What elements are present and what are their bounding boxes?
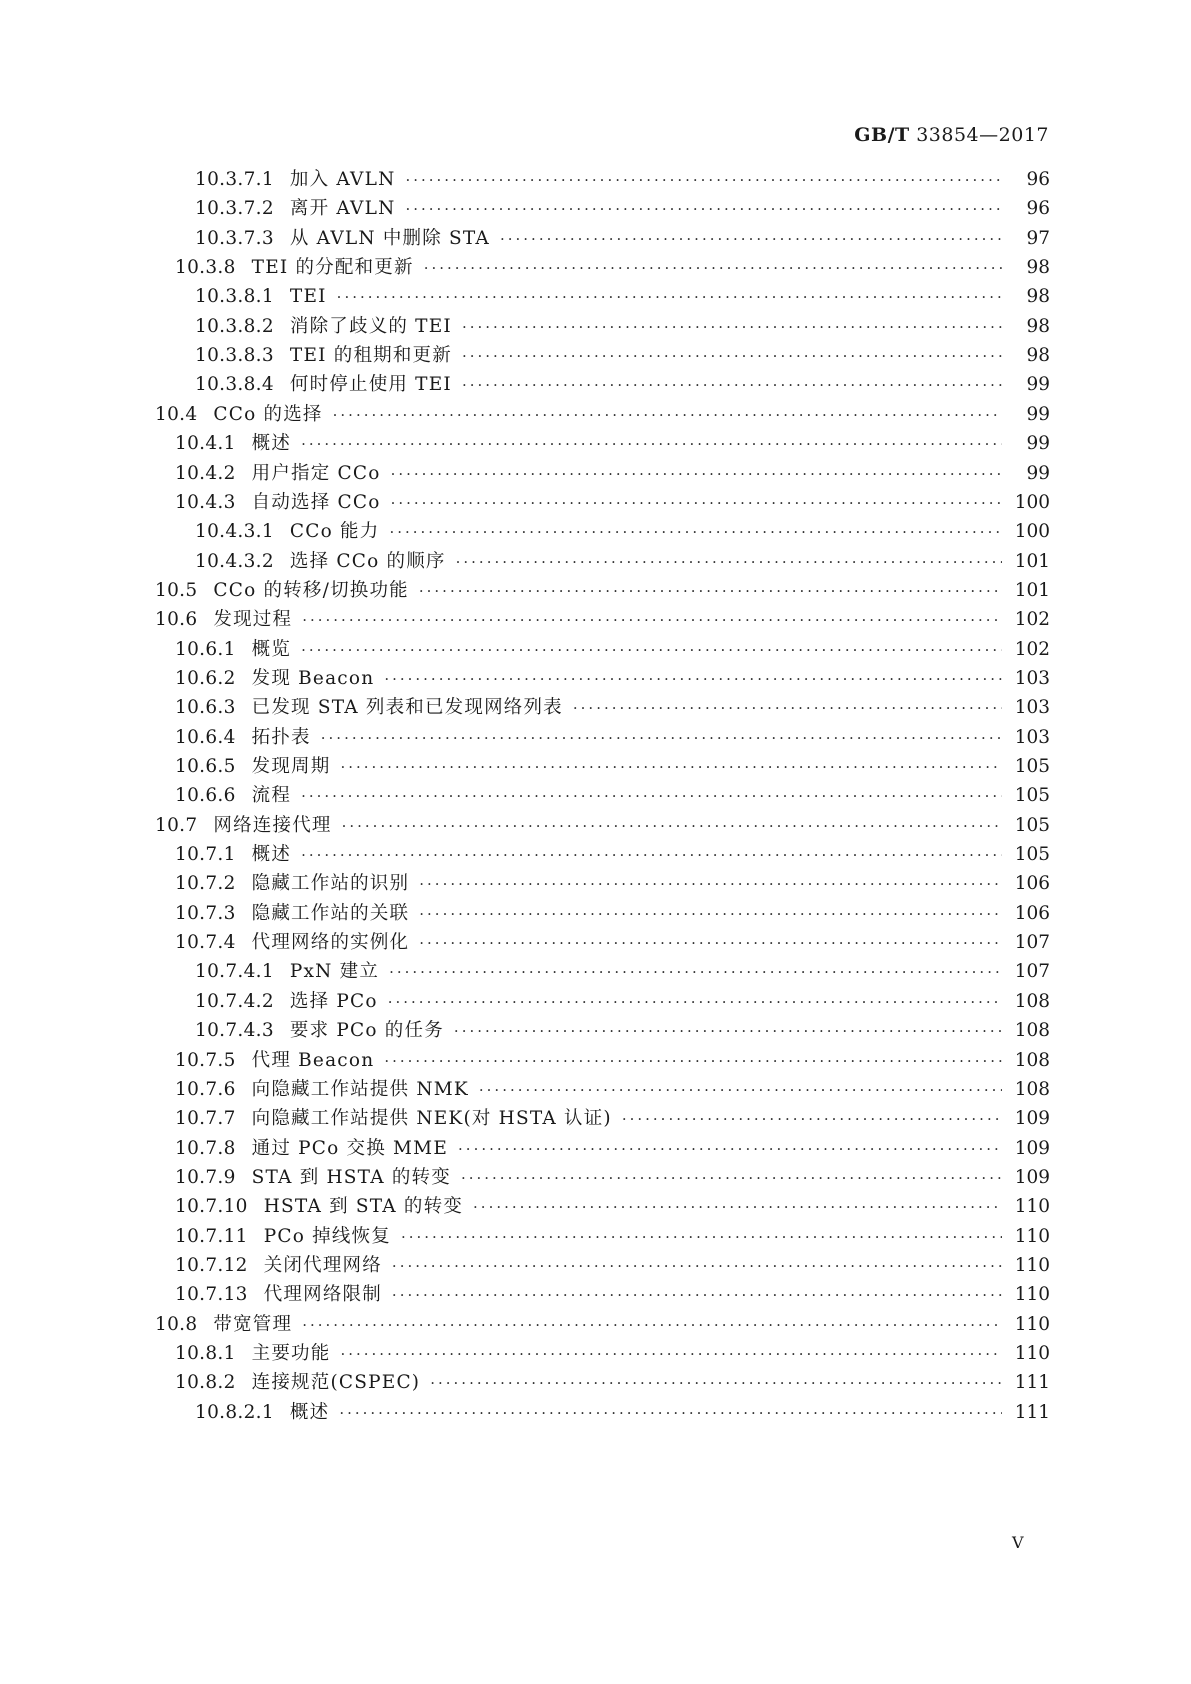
toc-entry-page: 98 — [1026, 257, 1050, 279]
toc-entry-title: 发现过程 — [213, 609, 293, 631]
toc-entry-title: CCo 的选择 — [213, 403, 323, 425]
toc-entry-number: 10.7.12 — [175, 1254, 248, 1276]
toc-entry-page: 108 — [1014, 1078, 1050, 1100]
toc-dot-leader — [419, 898, 1002, 930]
toc-dot-leader — [479, 1074, 1002, 1106]
toc-entry-number: 10.7.10 — [175, 1196, 248, 1218]
toc-entry-page: 110 — [1014, 1196, 1050, 1218]
toc-dot-leader — [388, 986, 1002, 1018]
toc-entry[interactable] — [0, 1397, 1191, 1429]
toc-entry-title: 隐藏工作站的识别 — [251, 873, 410, 895]
toc-entry[interactable] — [0, 428, 1191, 460]
toc-entry[interactable] — [0, 1221, 1191, 1253]
toc-dot-leader — [456, 546, 1002, 578]
toc-dot-leader — [405, 164, 1002, 196]
toc-entry-number: 10.4.1 — [175, 433, 236, 455]
toc-entry-title: 自动选择 CCo — [251, 491, 381, 513]
toc-entry[interactable] — [0, 487, 1191, 519]
toc-entry-page: 108 — [1014, 1049, 1050, 1071]
toc-entry-number: 10.4 — [155, 403, 198, 425]
toc-entry-number: 10.6 — [155, 609, 198, 631]
toc-entry[interactable] — [0, 810, 1191, 842]
toc-entry-title: 从 AVLN 中删除 STA — [289, 227, 490, 249]
toc-entry-title: PCo 掉线恢复 — [263, 1225, 391, 1247]
toc-entry[interactable] — [0, 1015, 1191, 1047]
toc-entry-title: 网络连接代理 — [213, 814, 332, 836]
toc-entry[interactable] — [0, 1367, 1191, 1399]
toc-entry-title: TEI — [289, 286, 327, 308]
toc-entry-number: 10.6.1 — [175, 638, 236, 660]
toc-entry-title: 概述 — [251, 844, 292, 866]
toc-dot-leader — [333, 399, 1002, 431]
toc-entry-title: 代理 Beacon — [251, 1049, 375, 1071]
toc-entry-page: 110 — [1014, 1225, 1050, 1247]
toc-entry-title: 选择 CCo 的顺序 — [289, 550, 446, 572]
toc-entry[interactable] — [0, 193, 1191, 225]
toc-entry-number: 10.6.4 — [175, 726, 236, 748]
toc-entry-number: 10.7.4.1 — [195, 961, 274, 983]
toc-entry-number: 10.3.7.3 — [195, 227, 274, 249]
toc-entry[interactable] — [0, 956, 1191, 988]
toc-entry-number: 10.7.1 — [175, 844, 236, 866]
toc-entry-number: 10.8.2 — [175, 1372, 236, 1394]
toc-entry-page: 109 — [1014, 1108, 1050, 1130]
toc-entry-page: 105 — [1014, 756, 1050, 777]
toc-entry[interactable] — [0, 223, 1191, 255]
toc-entry-number: 10.7.8 — [175, 1137, 236, 1159]
toc-entry-page: 105 — [1014, 785, 1050, 807]
toc-entry[interactable] — [0, 692, 1191, 724]
toc-dot-leader — [424, 252, 1002, 284]
toc-entry-number: 10.4.2 — [175, 462, 236, 484]
toc-entry[interactable] — [0, 575, 1191, 607]
toc-dot-leader — [339, 1397, 1002, 1429]
toc-dot-leader — [302, 604, 1002, 636]
toc-entry[interactable] — [0, 604, 1191, 636]
page-number-roman: V — [1012, 1533, 1024, 1552]
toc-entry-page: 99 — [1026, 403, 1050, 425]
toc-entry-number: 10.7.4.3 — [195, 1020, 274, 1042]
toc-entry-title: CCo 的转移/切换功能 — [213, 579, 409, 601]
toc-entry-title: CCo 能力 — [289, 521, 380, 543]
toc-entry-page: 105 — [1014, 814, 1050, 836]
toc-entry-title: 流程 — [251, 785, 292, 807]
toc-dot-leader — [458, 1133, 1002, 1165]
toc-entry-number: 10.6.3 — [175, 697, 236, 719]
toc-entry-number: 10.7.2 — [175, 873, 236, 895]
toc-entry-page: 101 — [1014, 579, 1050, 601]
toc-entry-title: 选择 PCo — [289, 990, 378, 1012]
toc-entry[interactable] — [0, 751, 1191, 783]
toc-entry[interactable] — [0, 898, 1191, 930]
toc-entry[interactable] — [0, 1309, 1191, 1341]
toc-dot-leader — [461, 1162, 1002, 1194]
toc-entry-page: 107 — [1014, 932, 1050, 954]
toc-dot-leader — [622, 1103, 1002, 1135]
toc-entry[interactable] — [0, 1191, 1191, 1223]
toc-entry-title: 连接规范(CSPEC) — [251, 1372, 421, 1394]
toc-dot-leader — [392, 1279, 1002, 1311]
toc-entry-page: 110 — [1014, 1313, 1050, 1335]
toc-entry-title: 何时停止使用 TEI — [289, 374, 452, 396]
toc-entry[interactable] — [0, 164, 1191, 196]
toc-entry-number: 10.4.3.2 — [195, 550, 274, 572]
toc-entry-number: 10.7.11 — [175, 1225, 248, 1247]
toc-entry-number: 10.8.2.1 — [195, 1401, 274, 1423]
toc-entry-title: 关闭代理网络 — [263, 1254, 382, 1276]
toc-entry-number: 10.6.2 — [175, 667, 236, 689]
toc-entry-title: 加入 AVLN — [289, 169, 396, 190]
toc-entry-page: 99 — [1026, 462, 1050, 484]
toc-entry[interactable] — [0, 868, 1191, 900]
toc-dot-leader — [405, 193, 1002, 225]
toc-entry-page: 109 — [1014, 1166, 1050, 1188]
toc-entry-page: 110 — [1014, 1343, 1050, 1364]
toc-entry-title: 主要功能 — [251, 1343, 331, 1364]
toc-entry[interactable] — [0, 1162, 1191, 1194]
toc-entry-page: 111 — [1014, 1401, 1050, 1423]
toc-dot-leader — [462, 311, 1002, 343]
toc-entry-page: 97 — [1026, 227, 1050, 249]
toc-entry-number: 10.3.8 — [175, 257, 236, 279]
toc-dot-leader — [389, 516, 1002, 548]
toc-entry-page: 96 — [1026, 169, 1050, 190]
document-header — [854, 124, 1049, 146]
toc-dot-leader — [384, 1045, 1002, 1077]
toc-entry-page: 110 — [1014, 1254, 1050, 1276]
toc-entry-page: 110 — [1014, 1284, 1050, 1306]
toc-entry-title: 消除了歧义的 TEI — [289, 315, 452, 337]
toc-entry[interactable] — [0, 663, 1191, 695]
toc-entry-page: 103 — [1014, 697, 1050, 719]
toc-dot-leader — [419, 868, 1002, 900]
toc-entry-title: 带宽管理 — [213, 1313, 293, 1335]
toc-entry-title: 发现 Beacon — [251, 667, 375, 689]
toc-entry[interactable] — [0, 399, 1191, 431]
toc-entry-title: 代理网络的实例化 — [251, 932, 410, 954]
toc-dot-leader — [401, 1221, 1002, 1253]
toc-dot-leader — [500, 223, 1002, 255]
toc-entry-title: 要求 PCo 的任务 — [289, 1020, 444, 1042]
toc-entry-title: 用户指定 CCo — [251, 462, 381, 484]
toc-entry-number: 10.3.8.2 — [195, 315, 274, 337]
toc-entry-page: 109 — [1014, 1137, 1050, 1159]
toc-entry-page: 98 — [1026, 345, 1050, 367]
toc-entry[interactable] — [0, 458, 1191, 490]
toc-entry-number: 10.8.1 — [175, 1343, 236, 1364]
toc-entry-title: 隐藏工作站的关联 — [251, 902, 410, 924]
toc-entry-number: 10.7.3 — [175, 902, 236, 924]
toc-entry[interactable] — [0, 281, 1191, 313]
toc-dot-leader — [340, 751, 1002, 783]
toc-dot-leader — [454, 1015, 1002, 1047]
toc-entry[interactable] — [0, 1338, 1191, 1370]
toc-entry-title: 向隐藏工作站提供 NEK(对 HSTA 认证) — [251, 1108, 612, 1130]
toc-entry[interactable] — [0, 252, 1191, 284]
toc-entry-page: 101 — [1014, 550, 1050, 572]
toc-entry-number: 10.7.5 — [175, 1049, 236, 1071]
toc-entry-title: 离开 AVLN — [289, 198, 396, 220]
toc-entry-title: 代理网络限制 — [263, 1284, 382, 1306]
toc-entry-page: 96 — [1026, 198, 1050, 220]
toc-entry-number: 10.7.4 — [175, 932, 236, 954]
toc-entry-title: HSTA 到 STA 的转变 — [263, 1196, 464, 1218]
toc-entry-page: 105 — [1014, 844, 1050, 866]
toc-entry-title: TEI 的分配和更新 — [251, 257, 414, 279]
toc-entry-number: 10.3.8.4 — [195, 374, 274, 396]
toc-entry[interactable] — [0, 780, 1191, 812]
toc-entry-title: 已发现 STA 列表和已发现网络列表 — [251, 697, 563, 719]
toc-entry-page: 102 — [1014, 609, 1050, 631]
toc-entry-number: 10.7.6 — [175, 1078, 236, 1100]
toc-dot-leader — [340, 1338, 1002, 1370]
toc-entry-page: 99 — [1026, 433, 1050, 455]
toc-entry-page: 106 — [1014, 873, 1050, 895]
toc-dot-leader — [391, 458, 1002, 490]
toc-entry[interactable] — [0, 516, 1191, 548]
toc-entry[interactable] — [0, 340, 1191, 372]
toc-entry-page: 102 — [1014, 638, 1050, 660]
toc-entry-page: 108 — [1014, 1020, 1050, 1042]
toc-entry-page: 99 — [1026, 374, 1050, 396]
toc-entry[interactable] — [0, 634, 1191, 666]
toc-dot-leader — [301, 634, 1002, 666]
toc-entry-title: 向隐藏工作站提供 NMK — [251, 1078, 469, 1100]
toc-dot-leader — [462, 340, 1002, 372]
toc-dot-leader — [321, 722, 1002, 754]
toc-dot-leader — [384, 663, 1002, 695]
toc-entry-title: 拓扑表 — [251, 726, 311, 748]
toc-dot-leader — [419, 927, 1002, 959]
toc-entry-page: 106 — [1014, 902, 1050, 924]
toc-entry[interactable] — [0, 839, 1191, 871]
toc-entry-title: 概述 — [251, 433, 292, 455]
toc-entry-title: 概览 — [251, 638, 292, 660]
toc-dot-leader — [337, 281, 1002, 313]
toc-entry-title: 发现周期 — [251, 756, 331, 777]
toc-dot-leader — [391, 487, 1002, 519]
toc-entry-title: STA 到 HSTA 的转变 — [251, 1166, 451, 1188]
toc-entry-number: 10.3.8.1 — [195, 286, 274, 308]
toc-entry-page: 98 — [1026, 315, 1050, 337]
toc-dot-leader — [301, 780, 1002, 812]
toc-entry-number: 10.7.7 — [175, 1108, 236, 1130]
toc-entry-page: 100 — [1014, 521, 1050, 543]
toc-entry-page: 98 — [1026, 286, 1050, 308]
toc-entry[interactable] — [0, 311, 1191, 343]
toc-entry-title: 概述 — [289, 1401, 330, 1423]
toc-entry-page: 103 — [1014, 726, 1050, 748]
toc-entry[interactable] — [0, 369, 1191, 401]
standard-number: 33854—2017 — [916, 124, 1049, 146]
toc-entry-number: 10.6.6 — [175, 785, 236, 807]
toc-dot-leader — [430, 1367, 1002, 1399]
toc-entry[interactable] — [0, 1250, 1191, 1282]
toc-entry-number: 10.8 — [155, 1313, 198, 1335]
toc-dot-leader — [302, 1309, 1002, 1341]
toc-entry-title: PxN 建立 — [289, 961, 380, 983]
toc-dot-leader — [389, 956, 1002, 988]
toc-entry-number: 10.3.7.1 — [195, 169, 274, 190]
toc-entry-number: 10.4.3.1 — [195, 521, 274, 543]
toc-entry[interactable] — [0, 1103, 1191, 1135]
toc-entry-page: 108 — [1014, 990, 1050, 1012]
toc-entry-title: 通过 PCo 交换 MME — [251, 1137, 449, 1159]
standard-prefix: GB/T — [854, 124, 910, 146]
toc-dot-leader — [473, 1191, 1002, 1223]
toc-entry-number: 10.4.3 — [175, 491, 236, 513]
toc-entry[interactable] — [0, 546, 1191, 578]
toc-dot-leader — [342, 810, 1002, 842]
toc-entry-number: 10.7.9 — [175, 1166, 236, 1188]
toc-entry[interactable] — [0, 1074, 1191, 1106]
toc-dot-leader — [419, 575, 1002, 607]
toc-entry-page: 107 — [1014, 961, 1050, 983]
toc-entry-number: 10.3.7.2 — [195, 198, 274, 220]
toc-entry[interactable] — [0, 927, 1191, 959]
toc-entry-number: 10.7.13 — [175, 1284, 248, 1306]
toc-dot-leader — [301, 428, 1002, 460]
toc-entry[interactable] — [0, 1045, 1191, 1077]
toc-entry[interactable] — [0, 986, 1191, 1018]
toc-dot-leader — [573, 692, 1002, 724]
toc-entry-page: 103 — [1014, 667, 1050, 689]
toc-dot-leader — [462, 369, 1002, 401]
toc-dot-leader — [392, 1250, 1002, 1282]
toc-entry[interactable] — [0, 1133, 1191, 1165]
toc-entry-page: 111 — [1014, 1372, 1050, 1394]
toc-entry-number: 10.7.4.2 — [195, 990, 274, 1012]
toc-entry-title: TEI 的租期和更新 — [289, 345, 452, 367]
toc-entry[interactable] — [0, 722, 1191, 754]
toc-entry-number: 10.3.8.3 — [195, 345, 274, 367]
toc-entry-number: 10.5 — [155, 579, 198, 601]
toc-entry-number: 10.7 — [155, 814, 198, 836]
toc-entry-page: 100 — [1014, 491, 1050, 513]
toc-dot-leader — [301, 839, 1002, 871]
toc-entry-number: 10.6.5 — [175, 756, 236, 777]
toc-entry[interactable] — [0, 1279, 1191, 1311]
